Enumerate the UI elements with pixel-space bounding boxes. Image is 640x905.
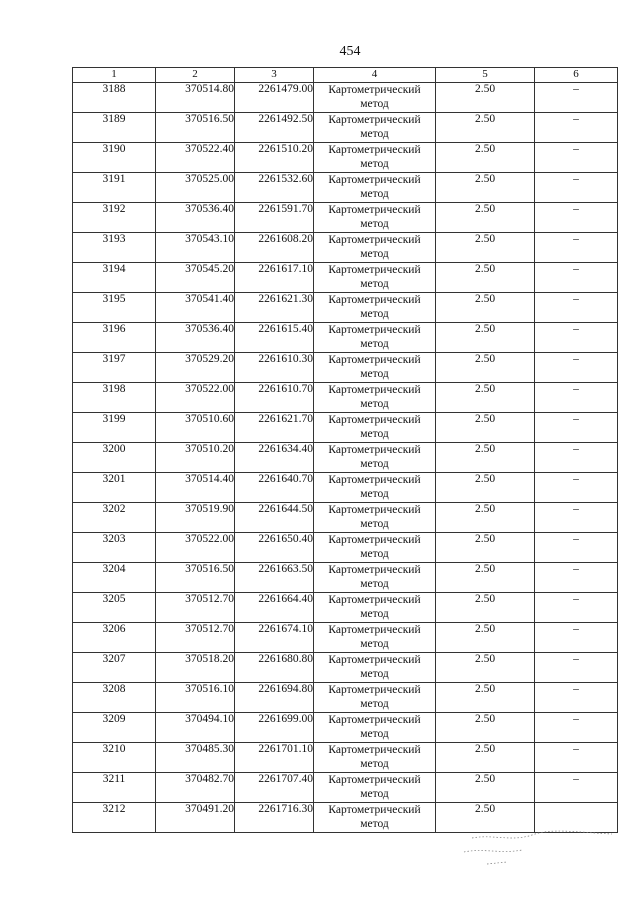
- point-number: 3198: [73, 383, 156, 413]
- note-cell: –: [535, 713, 618, 743]
- point-number: 3195: [73, 293, 156, 323]
- x-coordinate: 370510.60: [156, 413, 235, 443]
- x-coordinate: 370518.20: [156, 653, 235, 683]
- note-cell: –: [535, 143, 618, 173]
- y-coordinate: 2261644.50: [235, 503, 314, 533]
- accuracy-cell: 2.50: [436, 743, 535, 773]
- point-number: 3200: [73, 443, 156, 473]
- method-cell: Картометрический метод: [314, 713, 436, 743]
- point-number: 3201: [73, 473, 156, 503]
- table-row: [73, 443, 618, 473]
- point-number: 3194: [73, 263, 156, 293]
- x-coordinate: 370516.50: [156, 113, 235, 143]
- x-coordinate: 370491.20: [156, 803, 235, 833]
- y-coordinate: 2261680.80: [235, 653, 314, 683]
- col-header-6: 6: [535, 68, 618, 83]
- y-coordinate: 2261615.40: [235, 323, 314, 353]
- y-coordinate: 2261699.00: [235, 713, 314, 743]
- method-cell: Картометрический метод: [314, 653, 436, 683]
- x-coordinate: 370512.70: [156, 623, 235, 653]
- y-coordinate: 2261716.30: [235, 803, 314, 833]
- y-coordinate: 2261621.70: [235, 413, 314, 443]
- accuracy-cell: 2.50: [436, 203, 535, 233]
- point-number: 3206: [73, 623, 156, 653]
- method-cell: Картометрический метод: [314, 443, 436, 473]
- table-row: [73, 683, 618, 713]
- method-cell: Картометрический метод: [314, 473, 436, 503]
- y-coordinate: 2261617.10: [235, 263, 314, 293]
- method-cell: Картометрический метод: [314, 323, 436, 353]
- method-cell: Картометрический метод: [314, 203, 436, 233]
- table-row: [73, 503, 618, 533]
- header-row: [73, 68, 618, 83]
- accuracy-cell: 2.50: [436, 323, 535, 353]
- method-cell: Картометрический метод: [314, 383, 436, 413]
- note-cell: –: [535, 593, 618, 623]
- y-coordinate: 2261650.40: [235, 533, 314, 563]
- table-row: [73, 293, 618, 323]
- note-cell: –: [535, 623, 618, 653]
- y-coordinate: 2261532.60: [235, 173, 314, 203]
- accuracy-cell: 2.50: [436, 773, 535, 803]
- y-coordinate: 2261610.30: [235, 353, 314, 383]
- y-coordinate: 2261591.70: [235, 203, 314, 233]
- y-coordinate: 2261510.20: [235, 143, 314, 173]
- table-row: [73, 173, 618, 203]
- point-number: 3212: [73, 803, 156, 833]
- accuracy-cell: 2.50: [436, 803, 535, 833]
- accuracy-cell: 2.50: [436, 233, 535, 263]
- note-cell: –: [535, 383, 618, 413]
- point-number: 3211: [73, 773, 156, 803]
- accuracy-cell: 2.50: [436, 143, 535, 173]
- y-coordinate: 2261610.70: [235, 383, 314, 413]
- note-cell: –: [535, 173, 618, 203]
- table-row: [73, 353, 618, 383]
- accuracy-cell: 2.50: [436, 293, 535, 323]
- y-coordinate: 2261663.50: [235, 563, 314, 593]
- note-cell: –: [535, 293, 618, 323]
- method-cell: Картометрический метод: [314, 563, 436, 593]
- method-cell: Картометрический метод: [314, 353, 436, 383]
- y-coordinate: 2261701.10: [235, 743, 314, 773]
- x-coordinate: 370514.80: [156, 83, 235, 113]
- x-coordinate: 370522.00: [156, 383, 235, 413]
- col-header-1: 1: [73, 68, 156, 83]
- accuracy-cell: 2.50: [436, 353, 535, 383]
- y-coordinate: 2261640.70: [235, 473, 314, 503]
- x-coordinate: 370514.40: [156, 473, 235, 503]
- note-cell: –: [535, 473, 618, 503]
- note-cell: –: [535, 533, 618, 563]
- method-cell: Картометрический метод: [314, 533, 436, 563]
- method-cell: Картометрический метод: [314, 803, 436, 833]
- method-cell: Картометрический метод: [314, 743, 436, 773]
- point-number: 3192: [73, 203, 156, 233]
- method-cell: Картометрический метод: [314, 233, 436, 263]
- method-cell: Картометрический метод: [314, 683, 436, 713]
- accuracy-cell: 2.50: [436, 713, 535, 743]
- point-number: 3189: [73, 113, 156, 143]
- table-row: [73, 713, 618, 743]
- table-body: [73, 83, 618, 833]
- table-row: [73, 653, 618, 683]
- point-number: 3197: [73, 353, 156, 383]
- note-cell: –: [535, 113, 618, 143]
- table-row: [73, 203, 618, 233]
- y-coordinate: 2261621.30: [235, 293, 314, 323]
- accuracy-cell: 2.50: [436, 533, 535, 563]
- note-cell: –: [535, 83, 618, 113]
- x-coordinate: 370512.70: [156, 593, 235, 623]
- x-coordinate: 370482.70: [156, 773, 235, 803]
- x-coordinate: 370519.90: [156, 503, 235, 533]
- signature-scribble: [462, 820, 622, 880]
- accuracy-cell: 2.50: [436, 653, 535, 683]
- x-coordinate: 370485.30: [156, 743, 235, 773]
- table-row: [73, 623, 618, 653]
- x-coordinate: 370516.10: [156, 683, 235, 713]
- accuracy-cell: 2.50: [436, 113, 535, 143]
- point-number: 3199: [73, 413, 156, 443]
- accuracy-cell: 2.50: [436, 443, 535, 473]
- note-cell: –: [535, 203, 618, 233]
- point-number: 3191: [73, 173, 156, 203]
- accuracy-cell: 2.50: [436, 623, 535, 653]
- method-cell: Картометрический метод: [314, 173, 436, 203]
- x-coordinate: 370522.40: [156, 143, 235, 173]
- table-row: [73, 383, 618, 413]
- point-number: 3209: [73, 713, 156, 743]
- note-cell: –: [535, 323, 618, 353]
- x-coordinate: 370529.20: [156, 353, 235, 383]
- x-coordinate: 370510.20: [156, 443, 235, 473]
- note-cell: –: [535, 743, 618, 773]
- method-cell: Картометрический метод: [314, 503, 436, 533]
- note-cell: –: [535, 263, 618, 293]
- note-cell: –: [535, 683, 618, 713]
- accuracy-cell: 2.50: [436, 83, 535, 113]
- accuracy-cell: 2.50: [436, 593, 535, 623]
- y-coordinate: 2261707.40: [235, 773, 314, 803]
- table-row: [73, 83, 618, 113]
- table-row: [73, 143, 618, 173]
- y-coordinate: 2261664.40: [235, 593, 314, 623]
- table-row: [73, 773, 618, 803]
- x-coordinate: 370536.40: [156, 203, 235, 233]
- x-coordinate: 370545.20: [156, 263, 235, 293]
- x-coordinate: 370522.00: [156, 533, 235, 563]
- note-cell: –: [535, 353, 618, 383]
- table-row: [73, 323, 618, 353]
- table-row: [73, 743, 618, 773]
- y-coordinate: 2261634.40: [235, 443, 314, 473]
- table-row: [73, 563, 618, 593]
- y-coordinate: 2261674.10: [235, 623, 314, 653]
- method-cell: Картометрический метод: [314, 593, 436, 623]
- y-coordinate: 2261608.20: [235, 233, 314, 263]
- point-number: 3196: [73, 323, 156, 353]
- page-number: 454: [339, 44, 361, 59]
- x-coordinate: 370543.10: [156, 233, 235, 263]
- method-cell: Картометрический метод: [314, 293, 436, 323]
- note-cell: –: [535, 563, 618, 593]
- accuracy-cell: 2.50: [436, 563, 535, 593]
- coordinates-table: [72, 67, 618, 833]
- table-row: [73, 263, 618, 293]
- x-coordinate: 370494.10: [156, 713, 235, 743]
- method-cell: Картометрический метод: [314, 623, 436, 653]
- accuracy-cell: 2.50: [436, 473, 535, 503]
- method-cell: Картометрический метод: [314, 143, 436, 173]
- col-header-4: 4: [314, 68, 436, 83]
- point-number: 3188: [73, 83, 156, 113]
- point-number: 3190: [73, 143, 156, 173]
- accuracy-cell: 2.50: [436, 413, 535, 443]
- table-row: [73, 533, 618, 563]
- y-coordinate: 2261479.00: [235, 83, 314, 113]
- point-number: 3193: [73, 233, 156, 263]
- point-number: 3203: [73, 533, 156, 563]
- table-row: [73, 473, 618, 503]
- y-coordinate: 2261492.50: [235, 113, 314, 143]
- x-coordinate: 370516.50: [156, 563, 235, 593]
- accuracy-cell: 2.50: [436, 263, 535, 293]
- point-number: 3204: [73, 563, 156, 593]
- method-cell: Картометрический метод: [314, 263, 436, 293]
- accuracy-cell: 2.50: [436, 383, 535, 413]
- table-row: [73, 413, 618, 443]
- note-cell: –: [535, 233, 618, 263]
- x-coordinate: 370541.40: [156, 293, 235, 323]
- note-cell: –: [535, 443, 618, 473]
- note-cell: –: [535, 503, 618, 533]
- table-row: [73, 113, 618, 143]
- accuracy-cell: 2.50: [436, 503, 535, 533]
- method-cell: Картометрический метод: [314, 113, 436, 143]
- accuracy-cell: 2.50: [436, 683, 535, 713]
- x-coordinate: 370525.00: [156, 173, 235, 203]
- col-header-2: 2: [156, 68, 235, 83]
- method-cell: Картометрический метод: [314, 83, 436, 113]
- col-header-5: 5: [436, 68, 535, 83]
- note-cell: –: [535, 413, 618, 443]
- point-number: 3208: [73, 683, 156, 713]
- table-row: [73, 233, 618, 263]
- point-number: 3202: [73, 503, 156, 533]
- y-coordinate: 2261694.80: [235, 683, 314, 713]
- note-cell: –: [535, 653, 618, 683]
- col-header-3: 3: [235, 68, 314, 83]
- point-number: 3207: [73, 653, 156, 683]
- x-coordinate: 370536.40: [156, 323, 235, 353]
- method-cell: Картометрический метод: [314, 413, 436, 443]
- point-number: 3210: [73, 743, 156, 773]
- table-row: [73, 593, 618, 623]
- accuracy-cell: 2.50: [436, 173, 535, 203]
- point-number: 3205: [73, 593, 156, 623]
- note-cell: –: [535, 773, 618, 803]
- method-cell: Картометрический метод: [314, 773, 436, 803]
